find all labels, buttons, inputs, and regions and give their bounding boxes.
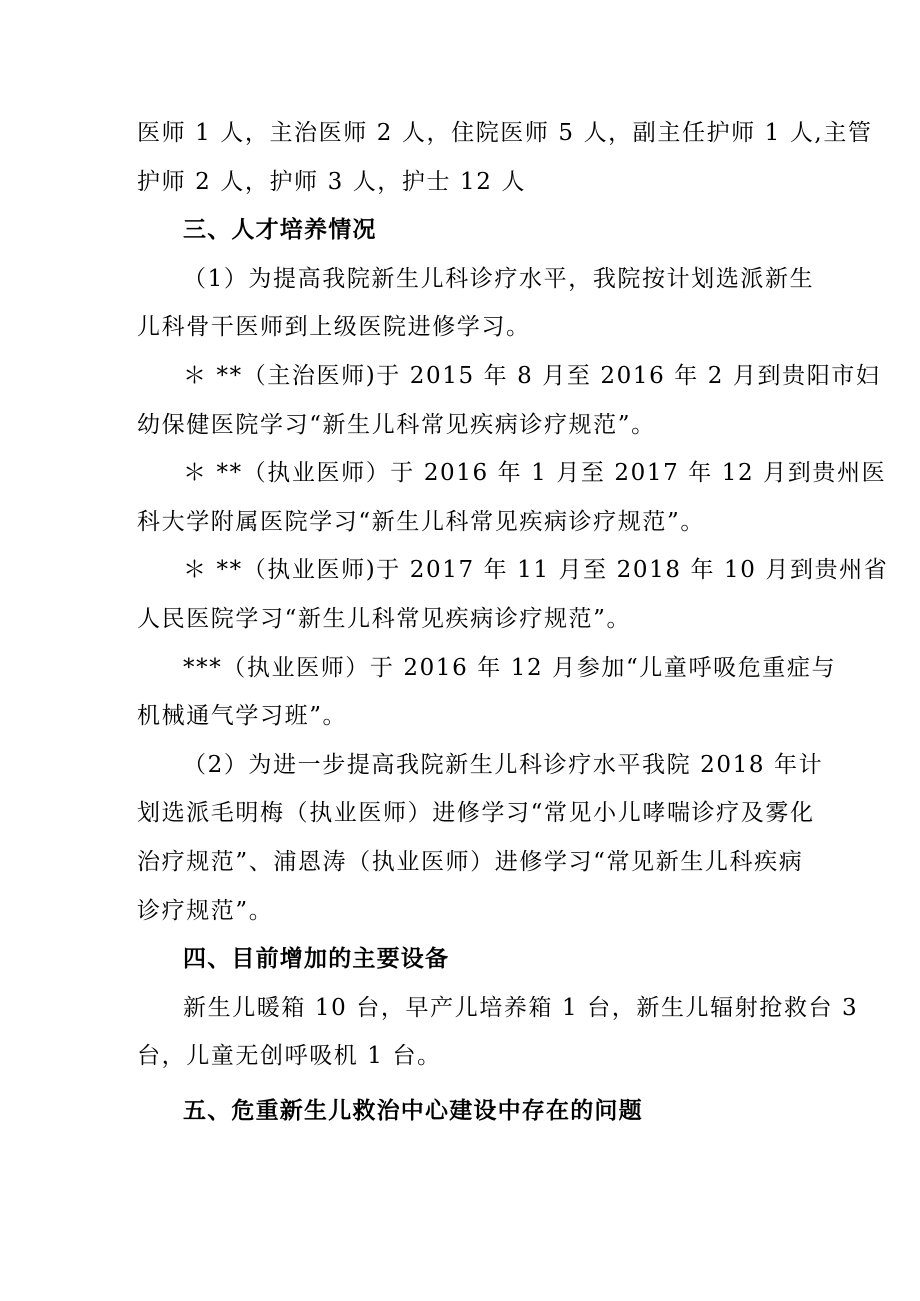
text-line: 新生儿暖箱 10 台，早产儿培养箱 1 台，新生儿辐射抢救台 3 (183, 994, 859, 1021)
text-line: （1）为提高我院新生儿科诊疗水平，我院按计划选派新生 (183, 265, 815, 292)
text-line: 护师 2 人，护师 3 人，护士 12 人 (137, 168, 526, 195)
text-line: 治疗规范”、浦恩涛（执业医师）进修学习“常见新生儿科疾病 (137, 848, 804, 875)
text-line: 医师 1 人，主治医师 2 人，住院医师 5 人，副主任护师 1 人,主管 (137, 120, 873, 146)
text-line: ***（执业医师）于 2016 年 12 月参加“儿童呼吸危重症与 (183, 654, 837, 681)
section-heading-talent-training: 三、人才培养情况 (183, 217, 377, 244)
text-line: 诊疗规范”。 (137, 897, 274, 924)
text-line: 科大学附属医院学习“新生儿科常见疾病诊疗规范”。 (137, 508, 705, 535)
text-line: 人民医院学习“新生儿科常见疾病诊疗规范”。 (137, 605, 632, 632)
text-line: ＊ **（执业医师）于 2016 年 1 月至 2017 年 12 月到贵州医 (183, 460, 887, 487)
section-heading-equipment: 四、目前增加的主要设备 (183, 946, 450, 973)
text-line: 机械通气学习班”。 (137, 703, 348, 730)
text-line: （2）为进一步提高我院新生儿科诊疗水平我院 2018 年计 (183, 751, 824, 778)
text-line: ＊ **（执业医师)于 2017 年 11 月至 2018 年 10 月到贵州省 (183, 557, 889, 584)
document-body (137, 109, 889, 1135)
text-line: 划选派毛明梅（执业医师）进修学习“常见小儿哮喘诊疗及雾化 (137, 800, 815, 827)
text-line: 儿科骨干医师到上级医院进修学习。 (137, 314, 531, 341)
text-line: 台，儿童无创呼吸机 1 台。 (137, 1043, 442, 1070)
text-line: 幼保健医院学习“新生儿科常见疾病诊疗规范”。 (137, 411, 656, 438)
text-line: ＊ **（主治医师)于 2015 年 8 月至 2016 年 2 月到贵阳市妇 (183, 362, 881, 389)
section-heading-problems: 五、危重新生儿救治中心建设中存在的问题 (183, 1097, 643, 1124)
